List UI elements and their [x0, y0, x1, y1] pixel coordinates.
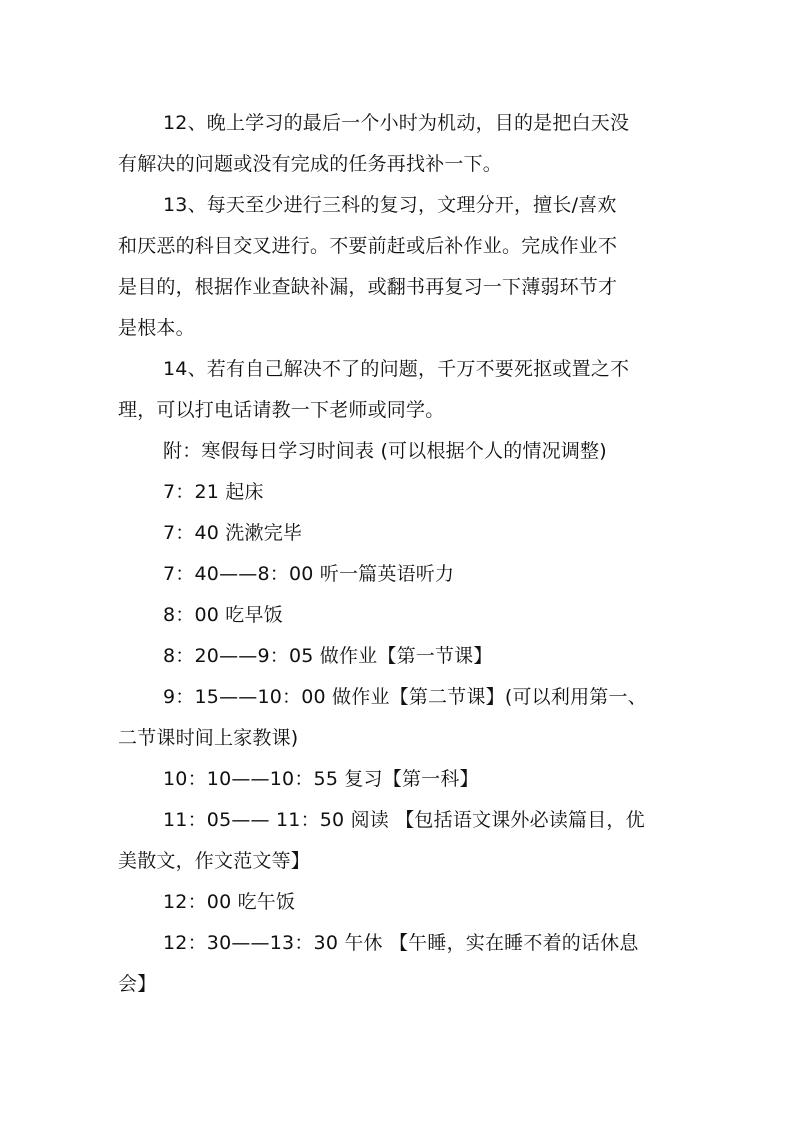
paragraph-13-line-2: 和厌恶的科目交叉进行。不要前赶或后补作业。完成作业不	[118, 235, 618, 257]
paragraph-14-line-2: 理，可以打电话请教一下老师或同学。	[118, 399, 445, 421]
schedule-item: 11：05—— 11：50 阅读 【包括语文课外必读篇目，优	[163, 809, 645, 831]
schedule-item: 8：20——9：05 做作业【第一节课】	[163, 645, 493, 667]
paragraph-12-line-2: 有解决的问题或没有完成的任务再找补一下。	[118, 153, 503, 175]
schedule-item: 8：00 吃早饭	[163, 604, 283, 626]
schedule-item-continuation: 会】	[118, 973, 157, 995]
schedule-item: 12：00 吃午饭	[163, 891, 296, 913]
schedule-item: 7：21 起床	[163, 481, 264, 503]
schedule-item: 12：30——13：30 午休 【午睡，实在睡不着的话休息	[163, 932, 639, 954]
schedule-item: 10：10——10：55 复习【第一科】	[163, 768, 479, 790]
paragraph-13-line-1: 13、每天至少进行三科的复习，文理分开，擅长/喜欢	[163, 194, 617, 216]
schedule-item: 7：40——8：00 听一篇英语听力	[163, 563, 455, 585]
document-body	[118, 103, 684, 1005]
paragraph-14-line-1: 14、若有自己解决不了的问题，千万不要死抠或置之不	[163, 358, 630, 380]
paragraph-13-line-3: 是目的，根据作业查缺补漏，或翻书再复习一下薄弱环节才	[118, 276, 618, 298]
schedule-item-continuation: 二节课时间上家教课)	[118, 727, 299, 749]
paragraph-12-line-1: 12、晚上学习的最后一个小时为机动，目的是把白天没	[163, 112, 630, 134]
schedule-item: 7：40 洗漱完毕	[163, 522, 303, 544]
paragraph-13-line-4: 是根本。	[118, 317, 195, 339]
schedule-heading: 附：寒假每日学习时间表 (可以根据个人的情况调整)	[163, 440, 607, 462]
schedule-item: 9：15——10：00 做作业【第二节课】(可以利用第一、	[163, 686, 647, 708]
schedule-item-continuation: 美散文，作文范文等】	[118, 850, 311, 872]
